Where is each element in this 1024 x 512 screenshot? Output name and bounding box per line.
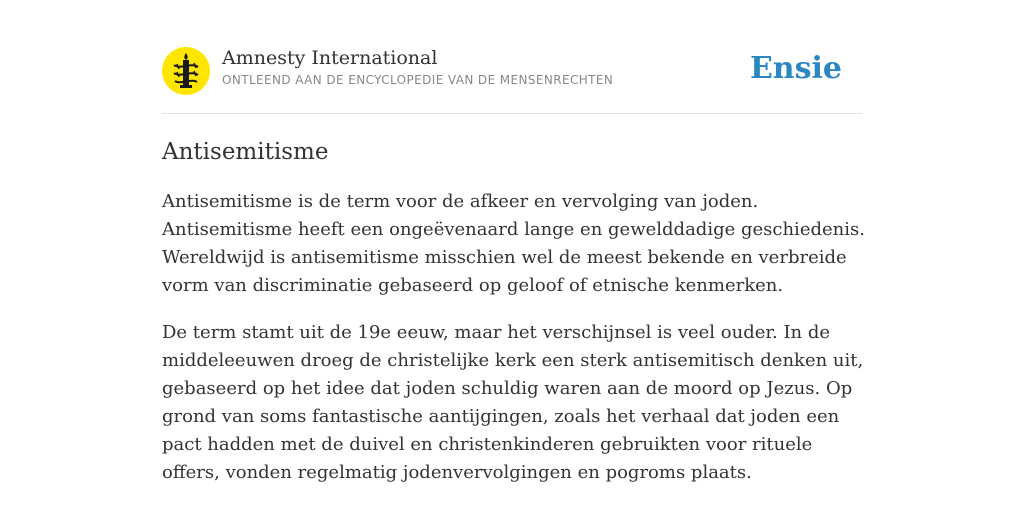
brand-subtitle: ONTLEEND AAN DE ENCYCLOPEDIE VAN DE MENSENRECHTEN <box>222 73 614 87</box>
amnesty-candle-icon <box>162 47 210 95</box>
article-paragraph-2: De term stamt uit de 19e eeuw, maar het verschijnsel is veel ouder. In de middeleeuwen droeg de christelijke kerk een sterk antisemitisch denken uit, gebaseerd op het idee dat joden schuldig waren aan de moord op Jezus. Op grond van soms fantastische aantijgingen, zoals het verhaal dat joden een pact hadden met de duivel en christenkinderen gebruikten voor rituele offers, vonden regelmatig jodenvervolgingen en pogroms plaats. <box>162 322 864 483</box>
brand <box>222 45 613 87</box>
header <box>162 45 862 97</box>
header-divider <box>162 113 862 114</box>
article-paragraph-1: Antisemitisme is de term voor de afkeer en vervolging van joden. Antisemitisme heeft een ongeëvenaard lange en gewelddadige geschiedenis. Wereldwijd is antisemitisme misschien wel de meest bekende en verbreide vorm van discriminatie gebaseerd op geloof of etnische kenmerken. <box>162 191 865 296</box>
ensie-logo[interactable]: Ensie <box>749 51 842 86</box>
article-title: Antisemitisme <box>162 139 329 165</box>
article <box>162 136 872 506</box>
brand-name[interactable]: Amnesty International <box>222 47 438 69</box>
